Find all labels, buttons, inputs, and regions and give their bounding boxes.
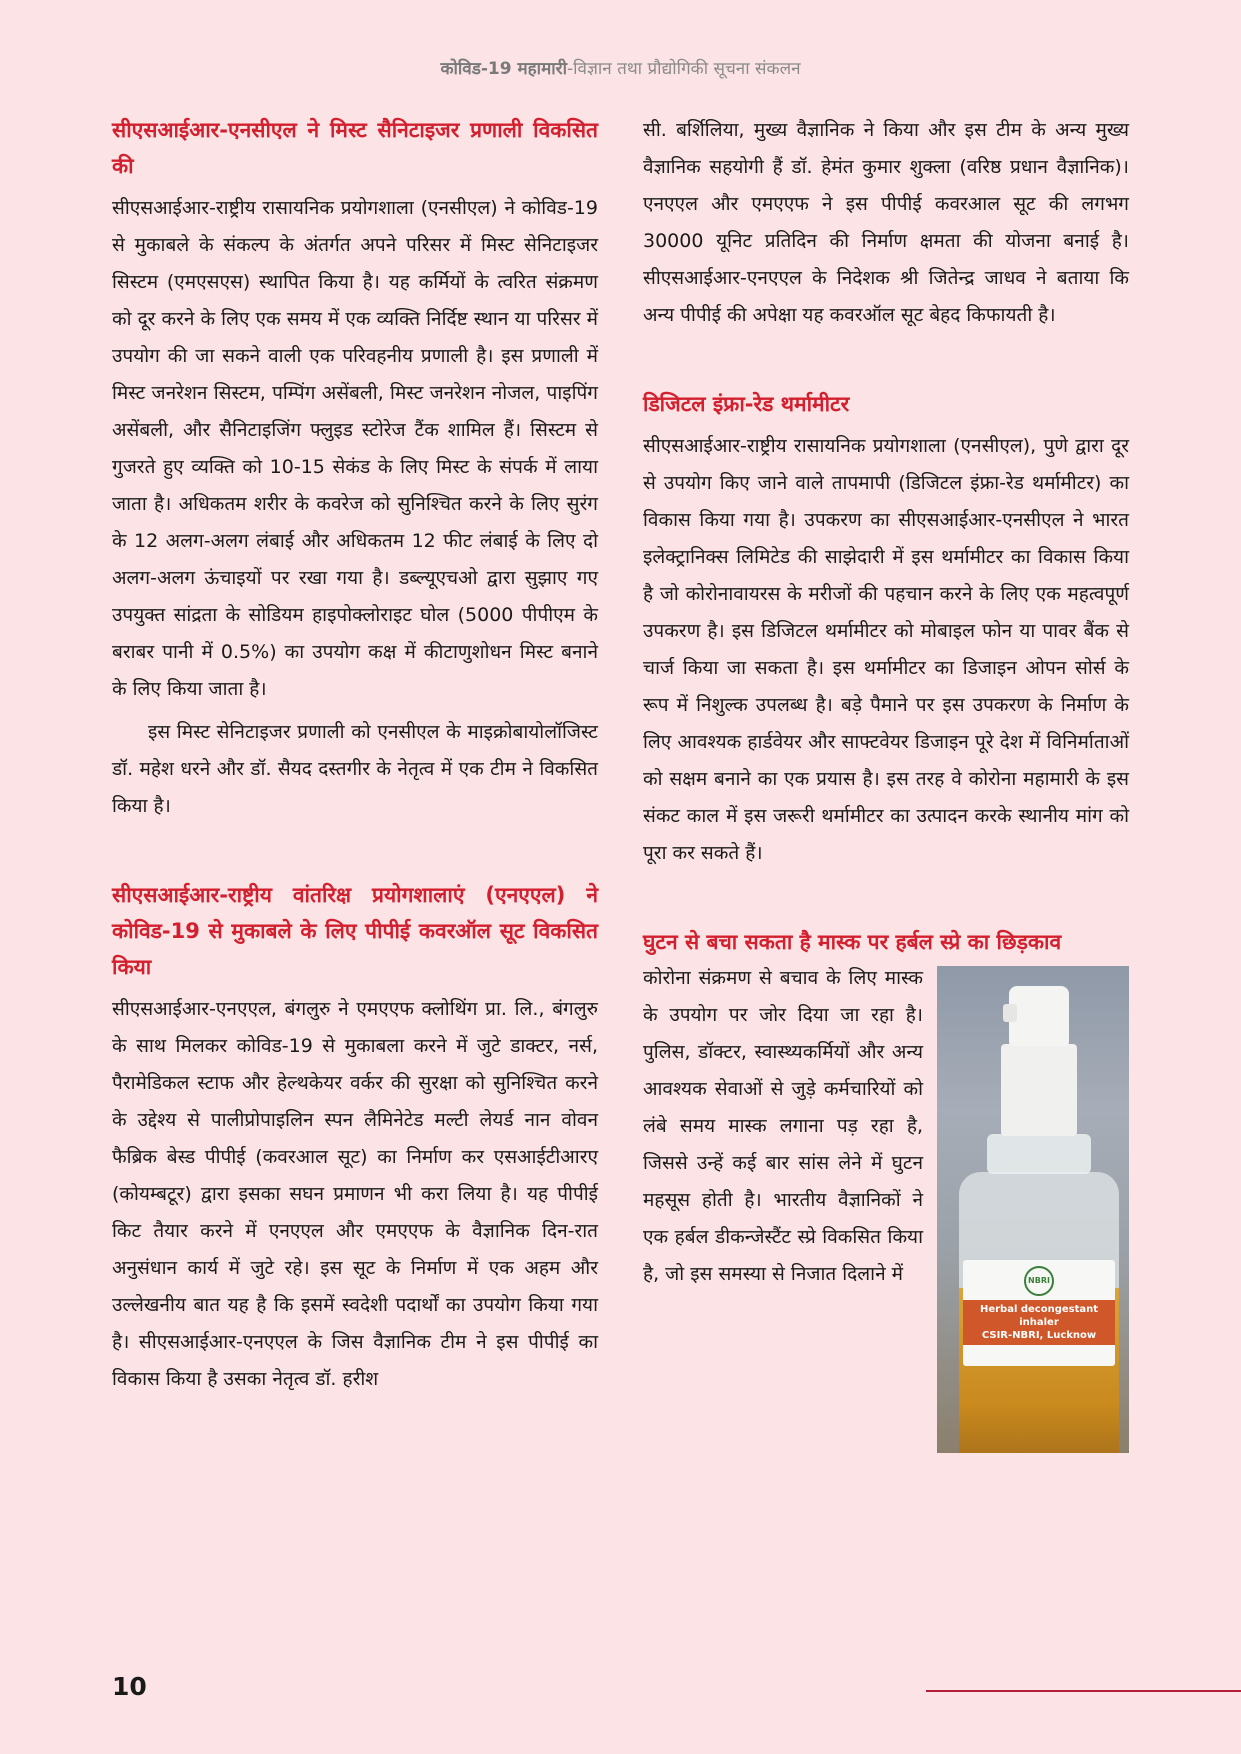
paragraph-ppe-continued: सी. बर्शिलिया, मुख्य वैज्ञानिक ने किया और इस टीम के अन्य मुख्य वैज्ञानिक सहयोगी हैं डॉ. हेमंत कुमार शुक्ला (वरिष्ठ प्रधान वैज्ञानिक)। एनएएल और एमएएफ ने इस पीपीई कवरआल सूट की लगभग 30000 यूनिट प्रतिदिन की निर्माण क्षमता की योजना बनाई है। सीएसआईआर-एनएएल के निदेशक श्री जितेन्द्र जाधव ने बताया कि अन्य पीपीई की अपेक्षा यह कवरऑल सूट बेहद किफायती है।: [643, 119, 1129, 326]
header-subtitle: -विज्ञान तथा प्रौद्योगिकी सूचना संकलन: [567, 59, 801, 79]
label-line-3: CSIR-NBRI, Lucknow: [981, 1330, 1097, 1341]
running-header: [0, 56, 1241, 79]
section-title-ppe-suit: सीएसआईआर-राष्ट्रीय वांतरिक्ष प्रयोगशालाएं (एनएएल) ने कोविड-19 से मुकाबले के लिए पीपीई कवरऑल सूट विकसित किया: [112, 883, 598, 979]
label-line-1: Herbal decongestant: [979, 1304, 1099, 1315]
header-bold-title: कोविड-19 महामारी: [440, 59, 567, 79]
bottle-label-band: [963, 1300, 1115, 1345]
page-number: 10: [112, 1672, 147, 1701]
paragraph-mist-sanitizer: सीएसआईआर-राष्ट्रीय रासायनिक प्रयोगशाला (एनसीएल) ने कोविड-19 से मुकाबले के संकल्प के अंतर्गत अपने परिसर में मिस्ट सेनिटाइजर सिस्टम (एमएसएस) स्थापित किया है। यह कर्मियों के त्वरित संक्रमण को दूर करने के लिए एक समय में एक व्यक्ति निर्दिष्ट स्थान या परिसर में उपयोग की जा सकने वाली एक परिवहनीय प्रणाली है। इस प्रणाली में मिस्ट जनरेशन सिस्टम, पम्पिंग असेंबली, मिस्ट जनरेशन नोजल, पाइपिंग असेंबली, और सैनिटाइजिंग फ्लुइड स्टोरेज टैंक शामिल हैं। सिस्टम से गुजरते हुए व्यक्ति को 10-15 सेकंड के लिए मिस्ट के संपर्क में लाया जाता है। अधिकतम शरीर के कवरेज को सुनिश्चित करने के लिए सुरंग के 12 अलग-अलग लंबाई और अधिकतम 12 फीट लंबाई के लिए दो अलग-अलग ऊंचाइयों पर रखा गया है। डब्ल्यूएचओ द्वारा सुझाए गए उपयुक्त सांद्रता के सोडियम हाइपोक्लोराइट घोल (5000 पीपीएम के बराबर पानी में 0.5%) का उपयोग कक्ष में कीटाणुशोधन मिस्ट बनाने के लिए किया जाता है।: [112, 197, 598, 700]
paragraph-mist-team: इस मिस्ट सेनिटाइजर प्रणाली को एनसीएल के माइक्रोबायोलॉजिस्ट डॉ. महेश धरने और डॉ. सैयद दस्तगीर के नेतृत्व में एक टीम ने विकसित किया है।: [112, 721, 598, 817]
bottle-spray-head: [1009, 986, 1069, 1046]
paragraph-thermometer: सीएसआईआर-राष्ट्रीय रासायनिक प्रयोगशाला (एनसीएल), पुणे द्वारा दूर से उपयोग किए जाने वाले तापमापी (डिजिटल इंफ्रा-रेड थर्मामीटर) का विकास किया गया है। उपकरण का सीएसआईआर-एनसीएल ने भारत इलेक्ट्रानिक्स लिमिटेड की साझेदारी में इस थर्मामीटर का विकास किया है जो कोरोनावायरस के मरीजों की पहचान करने के लिए एक महत्वपूर्ण उपकरण है। इस डिजिटल थर्मामीटर को मोबाइल फोन या पावर बैंक से चार्ज किया जा सकता है। इस थर्मामीटर का डिजाइन ओपन सोर्स के रूप में निशुल्क उपलब्ध है। बड़े पैमाने पर इस उपकरण के निर्माण के लिए आवश्यक हार्डवेयर और साफ्टवेयर डिजाइन पूरे देश में विनिर्माताओं को सक्षम बनाने का एक प्रयास है। इस तरह वे कोरोना महामारी के इस संकट काल में इस जरूरी थर्मामीटर का उत्पादन करके स्थानीय मांग को पूरा कर सकते हैं।: [643, 435, 1129, 864]
left-column: [112, 112, 598, 1398]
paragraph-herbal-spray: कोरोना संक्रमण से बचाव के लिए मास्क के उपयोग पर जोर दिया जा रहा है। पुलिस, डॉक्टर, स्वास्थ्यकर्मियों और अन्य आवश्यक सेवाओं से जुड़े कर्मचारियों को लंबे समय मास्क लगाना पड़ रहा है, जिससे उन्हें कई बार सांस लेने में घुटन महसूस होती है। भारतीय वैज्ञानिकों ने एक हर्बल डीकन्जेस्टैंट स्प्रे विकसित किया है, जो इस समस्या से निजात दिलाने में: [643, 967, 923, 1285]
label-line-2: inhaler: [1019, 1317, 1059, 1328]
herbal-spray-bottle-photo: [937, 966, 1129, 1453]
section-title-herbal-spray: घुटन से बचा सकता है मास्क पर हर्बल स्प्रे का छिड़काव: [643, 930, 1062, 954]
bottle-neck: [1001, 1044, 1077, 1136]
bottle-nozzle: [1003, 1004, 1017, 1022]
section-title-thermometer: डिजिटल इंफ्रा-रेड थर्मामीटर: [643, 392, 850, 416]
right-column: [643, 112, 1129, 1453]
nbri-logo-icon: NBRI: [1024, 1266, 1054, 1296]
bottle-collar: [987, 1134, 1091, 1174]
bottle-label: [963, 1260, 1115, 1366]
footer-rule: [926, 1690, 1241, 1692]
paragraph-ppe-suit: सीएसआईआर-एनएएल, बंगलुरु ने एमएएफ क्लोथिंग प्रा. लि., बंगलुरु के साथ मिलकर कोविड-19 से मुकाबला करने में जुटे डाक्टर, नर्स, पैरामेडिकल स्टाफ और हेल्थकेयर वर्कर की सुरक्षा को सुनिश्चित करने के उद्देश्य से पालीप्रोपाइलिन स्पन लैमिनेटेड मल्टी लेयर्ड नान वोवन फैब्रिक बेस्ड पीपीई (कवरआल सूट) का निर्माण कर एसआईटीआरए (कोयम्बटूर) द्वारा इसका सघन प्रमाणन भी करा लिया है। यह पीपीई किट तैयार करने में एनएएल और एमएएफ के वैज्ञानिक दिन-रात अनुसंधान कार्य में जुटे रहे। इस सूट के निर्माण में एक अहम और उल्लेखनीय बात यह है कि इसमें स्वदेशी पदार्थों का उपयोग किया गया है। सीएसआईआर-एनएएल के जिस वैज्ञानिक टीम ने इस पीपीई का विकास किया है उसका नेतृत्व डॉ. हरीश: [112, 998, 598, 1390]
section-title-mist-sanitizer: सीएसआईआर-एनसीएल ने मिस्ट सैनिटाइजर प्रणाली विकसित की: [112, 118, 598, 178]
